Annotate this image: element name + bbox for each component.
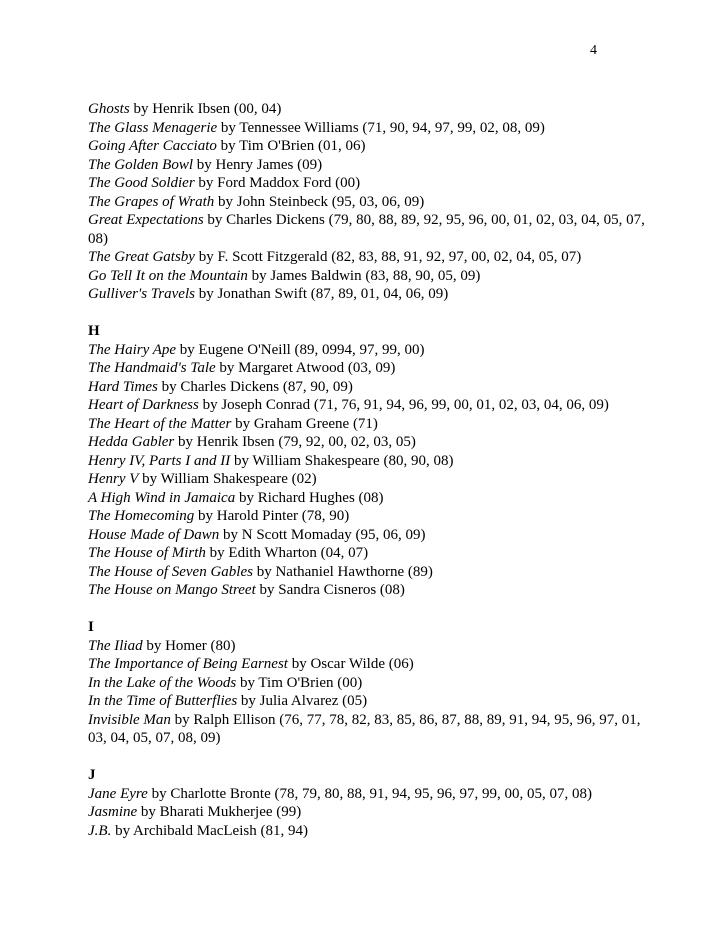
book-entry: [88, 433, 648, 452]
book-title: The Golden Bowl: [88, 156, 193, 173]
book-author-years: by Charles Dickens (79, 80, 88, 89, 92, 95, 96, 00, 01, 02, 03, 04, 05, 07, 08): [88, 212, 645, 247]
book-author-years: by Joseph Conrad (71, 76, 91, 94, 96, 99, 00, 01, 02, 03, 04, 06, 09): [198, 397, 609, 413]
book-author-years: by Oscar Wilde (06): [287, 656, 414, 672]
book-entry: [88, 470, 648, 489]
book-entry: [88, 674, 648, 693]
book-title: Great Expectations: [88, 212, 204, 228]
book-entry: [88, 285, 648, 304]
book-title: The House of Seven Gables: [88, 563, 253, 580]
book-author-years: by Edith Wharton (04, 07): [205, 545, 369, 561]
book-author-years: by Henrik Ibsen (00, 04): [129, 101, 282, 117]
book-title: The Handmaid's Tale: [88, 360, 216, 376]
book-title: The Homecoming: [88, 508, 195, 524]
book-author-years: by Jonathan Swift (87, 89, 01, 04, 06, 09): [194, 286, 449, 302]
book-title: The Iliad: [88, 637, 143, 654]
book-author-years: by Charlotte Bronte (78, 79, 80, 88, 91, 94, 95, 96, 97, 99, 00, 05, 07, 08): [147, 785, 592, 802]
book-title: The Importance of Being Earnest: [88, 656, 288, 672]
book-author-years: by James Baldwin (83, 88, 90, 05, 09): [247, 267, 481, 284]
book-title: Jasmine: [88, 804, 138, 820]
book-entry: [88, 563, 648, 582]
book-author-years: by Homer (80): [142, 637, 236, 654]
book-author-years: by Tennessee Williams (71, 90, 94, 97, 99, 02, 08, 09): [217, 119, 545, 136]
book-entry: [88, 822, 648, 841]
book-entry: [88, 359, 648, 378]
book-entry: [88, 156, 648, 175]
book-title: Hedda Gabler: [88, 434, 175, 450]
book-entry: [88, 692, 648, 711]
section-letter-i: I: [88, 619, 94, 635]
page-number: 4: [590, 43, 597, 58]
book-author-years: by Harold Pinter (78, 90): [194, 508, 350, 524]
book-title: Go Tell It on the Mountain: [88, 267, 248, 284]
book-title: The Great Gatsby: [88, 249, 195, 265]
book-title: J.B.: [88, 822, 112, 839]
book-author-years: by F. Scott Fitzgerald (82, 83, 88, 91, 92, 97, 00, 02, 04, 05, 07): [194, 249, 582, 265]
book-author-years: by William Shakespeare (02): [138, 471, 317, 487]
book-author-years: by Graham Greene (71): [231, 415, 378, 432]
book-title: The House on Mango Street: [88, 582, 256, 598]
book-title: House Made of Dawn: [88, 526, 220, 543]
book-entry: [88, 193, 648, 212]
book-entry: [88, 137, 648, 156]
book-title: In the Lake of the Woods: [88, 674, 237, 691]
book-entry: [88, 248, 648, 267]
book-entry: [88, 267, 648, 286]
book-entry: [88, 655, 648, 674]
book-author-years: by Tim O'Brien (00): [236, 674, 363, 691]
book-entry: [88, 544, 648, 563]
book-author-years: by Nathaniel Hawthorne (89): [252, 563, 433, 580]
book-author-years: by Ralph Ellison (76, 77, 78, 82, 83, 85, 86, 87, 88, 89, 91, 94, 95, 96, 97, 01, 03, 04, 05, 07, 08, 09): [88, 711, 641, 746]
book-title: Henry V: [88, 471, 139, 487]
book-entry: [88, 211, 648, 248]
book-entry: [88, 803, 648, 822]
book-entry: [88, 119, 648, 138]
book-author-years: by William Shakespeare (80, 90, 08): [230, 452, 454, 469]
book-entry: [88, 396, 648, 415]
book-title: Jane Eyre: [88, 785, 148, 802]
book-entry: [88, 637, 648, 656]
book-entry: [88, 174, 648, 193]
book-title: Ghosts: [88, 101, 130, 117]
book-entry: [88, 507, 648, 526]
book-title: Henry IV, Parts I and II: [88, 452, 231, 469]
book-entry: [88, 415, 648, 434]
book-author-years: by Ford Maddox Ford (00): [194, 175, 361, 191]
book-title: The Hairy Ape: [88, 341, 177, 358]
book-title: Hard Times: [88, 378, 158, 395]
book-title: The Grapes of Wrath: [88, 193, 215, 210]
book-title: Invisible Man: [88, 711, 171, 728]
book-title: Going After Cacciato: [88, 138, 217, 154]
book-entry: [88, 785, 648, 804]
book-author-years: by Julia Alvarez (05): [237, 693, 368, 709]
book-author-years: by Eugene O'Neill (89, 0994, 97, 99, 00): [176, 341, 425, 358]
book-entry: [88, 452, 648, 471]
book-title: Gulliver's Travels: [88, 286, 195, 302]
book-author-years: by Archibald MacLeish (81, 94): [111, 822, 308, 839]
book-entry: [88, 526, 648, 545]
book-entry: [88, 711, 648, 748]
book-title: In the Time of Butterflies: [88, 693, 238, 709]
book-author-years: by Henry James (09): [193, 156, 323, 173]
book-entry: [88, 581, 648, 600]
book-title: A High Wind in Jamaica: [88, 489, 236, 506]
book-title: The Heart of the Matter: [88, 415, 232, 432]
book-entry: [88, 100, 648, 119]
book-author-years: by Richard Hughes (08): [235, 489, 384, 506]
book-author-years: by Bharati Mukherjee (99): [137, 804, 302, 820]
book-title: The Glass Menagerie: [88, 119, 218, 136]
book-title: The Good Soldier: [88, 175, 195, 191]
book-author-years: by Henrik Ibsen (79, 92, 00, 02, 03, 05): [174, 434, 416, 450]
book-entry: [88, 341, 648, 360]
section-letter-j: J: [88, 767, 96, 783]
book-entry: [88, 378, 648, 397]
book-list: [88, 100, 648, 840]
book-author-years: by John Steinbeck (95, 03, 06, 09): [214, 193, 425, 210]
book-author-years: by N Scott Momaday (95, 06, 09): [219, 526, 426, 543]
book-author-years: by Sandra Cisneros (08): [255, 582, 405, 598]
book-entry: [88, 489, 648, 508]
book-author-years: by Charles Dickens (87, 90, 09): [157, 378, 353, 395]
section-letter-h: H: [88, 323, 100, 339]
book-author-years: by Tim O'Brien (01, 06): [216, 138, 366, 154]
book-title: The House of Mirth: [88, 545, 206, 561]
book-author-years: by Margaret Atwood (03, 09): [215, 360, 396, 376]
book-title: Heart of Darkness: [88, 397, 199, 413]
